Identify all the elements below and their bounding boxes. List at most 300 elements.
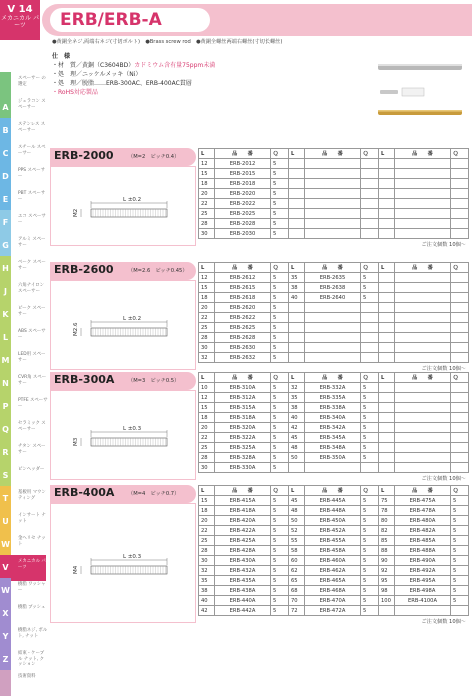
part-number-cell [395,273,451,283]
sidebar-item-label: アルミ スペーサー [18,237,46,248]
quantity-cell [361,189,379,199]
length-cell: 35 [199,576,215,586]
table-row [289,516,379,526]
table-row [289,179,379,189]
sidebar-item[interactable] [0,670,46,696]
table-row [289,596,379,606]
quantity-cell: 5 [271,463,289,473]
quantity-cell: 5 [271,586,289,596]
part-number-cell: ERB-480A [395,516,451,526]
table-row [289,303,379,313]
table-row [379,526,469,536]
quantity-cell: 5 [361,606,379,616]
part-number-cell [305,219,361,229]
quantity-cell [451,219,469,229]
table-row [199,283,289,293]
spec-plating: ・処 理／ニッケルメッキ（Ni） [52,71,142,78]
quantity-cell: 5 [271,596,289,606]
table-row [199,219,289,229]
length-cell: 52 [289,526,305,536]
quantity-cell: 5 [271,526,289,536]
table-row [199,496,289,506]
length-cell: 98 [379,586,395,596]
part-number-cell: ERB-490A [395,556,451,566]
length-cell: 18 [199,179,215,189]
feature-line: ●黄銅全ネジ,両端右ネジ(寸切ボルト) ●Brass screw rod ●黄銅全螺丝两端右螺丝(寸切长螺丝) [52,39,283,45]
quantity-cell: 5 [271,496,289,506]
length-cell [379,169,395,179]
table-row [199,526,289,536]
part-number-cell: ERB-2618 [215,293,271,303]
length-cell: 42 [289,423,305,433]
part-number-cell [395,333,451,343]
part-number-cell [395,353,451,363]
column-header: 品 番 [305,263,361,273]
part-number-cell: ERB-328A [215,453,271,463]
sidebar-item-label: 技術資料 [18,674,36,679]
table-row [379,199,469,209]
quantity-cell: 5 [271,606,289,616]
quantity-cell: 5 [361,506,379,516]
column-header: Ｑ [361,486,379,496]
quantity-cell: 5 [271,383,289,393]
table-row [289,199,379,209]
part-number-cell: ERB-435A [215,576,271,586]
quantity-cell: 5 [271,273,289,283]
sidebar-item-letter: C [0,141,11,167]
parts-table [378,148,469,239]
part-number-cell: ERB-340A [305,413,361,423]
sidebar-item-letter: Q [0,417,11,443]
table-row [199,303,289,313]
column-header: L [289,149,305,159]
table-row [289,443,379,453]
sidebar-item-label: スチール スペーサー [18,145,46,156]
quantity-cell [361,313,379,323]
table-row [199,189,289,199]
parts-table [198,148,289,239]
part-number-cell [305,209,361,219]
sidebar-item-letter: D [0,164,11,190]
part-number-cell: ERB-460A [305,556,361,566]
length-cell: 30 [199,556,215,566]
sidebar-item-label: インサート ナット [18,513,46,524]
table-row [289,273,379,283]
column-header: 品 番 [215,486,271,496]
part-number-cell [395,229,451,239]
length-cell: 22 [199,526,215,536]
quantity-cell: 5 [451,506,469,516]
table-row [199,393,289,403]
length-cell: 32 [289,383,305,393]
table-row [199,313,289,323]
part-number-cell: ERB-2030 [215,229,271,239]
table-row [289,496,379,506]
sidebar-item-letter: F [0,210,11,236]
length-cell [379,443,395,453]
quantity-cell: 5 [361,413,379,423]
length-cell: 15 [199,403,215,413]
section-pitch: （M=2.6 ピッチ0.45） [128,268,188,274]
table-row [289,353,379,363]
sidebar-item-label: 基板用 マウンティング [18,490,46,501]
sidebar-item-label: 六角ナイロン スペーサー [18,283,45,294]
part-number-cell: ERB-470A [305,596,361,606]
length-cell: 30 [199,229,215,239]
length-cell [379,313,395,323]
column-header: Ｑ [271,373,289,383]
part-number-cell: ERB-325A [215,443,271,453]
length-cell: 35 [289,393,305,403]
quantity-cell: 5 [271,353,289,363]
table-row [199,179,289,189]
quantity-cell: 5 [451,536,469,546]
order-note: ご注文個数 10個～ [421,619,466,625]
length-cell [289,323,305,333]
quantity-cell: 5 [271,506,289,516]
part-number-cell [395,199,451,209]
table-row [199,586,289,596]
part-number-cell [305,179,361,189]
length-cell: 38 [289,403,305,413]
table-row [289,293,379,303]
part-number-cell: ERB-2018 [215,179,271,189]
quantity-cell: 5 [361,576,379,586]
length-cell [379,423,395,433]
column-header: 品 番 [305,373,361,383]
page-badge [0,0,40,40]
sidebar-item-label: ステンレス スペーサー [18,122,46,133]
part-number-cell: ERB-345A [305,433,361,443]
quantity-cell [451,463,469,473]
quantity-cell: 5 [361,496,379,506]
table-row [379,393,469,403]
table-row [289,333,379,343]
part-number-cell: ERB-318A [215,413,271,423]
length-cell [289,313,305,323]
quantity-cell: 5 [271,453,289,463]
quantity-cell: 5 [361,516,379,526]
part-number-cell: ERB-478A [395,506,451,516]
part-number-cell: ERB-420A [215,516,271,526]
table-row [379,229,469,239]
length-cell: 60 [289,556,305,566]
column-header: 品 番 [215,149,271,159]
column-header: L [199,373,215,383]
length-cell [289,219,305,229]
quantity-cell [451,333,469,343]
column-header: 品 番 [395,263,451,273]
length-cell: 28 [199,219,215,229]
table-row [379,453,469,463]
table-row [289,433,379,443]
length-cell [379,273,395,283]
section-pitch: （M=3 ピッチ0.5） [128,378,180,384]
part-number-cell: ERB-422A [215,526,271,536]
quantity-cell: 5 [361,393,379,403]
part-number-cell: ERB-468A [305,586,361,596]
table-row [289,576,379,586]
product-section [50,372,472,490]
table-row [289,313,379,323]
quantity-cell [361,169,379,179]
part-number-cell [395,323,451,333]
quantity-cell: 5 [361,433,379,443]
part-number-cell: ERB-442A [215,606,271,616]
table-row [379,586,469,596]
column-header: 品 番 [395,373,451,383]
sidebar-item-letter: E [0,187,11,213]
length-cell: 90 [379,556,395,566]
sidebar-item-letter: W [0,532,11,558]
part-number-cell [305,303,361,313]
part-number-cell [395,169,451,179]
part-number-cell [395,393,451,403]
length-cell: 25 [199,443,215,453]
part-number-cell [395,159,451,169]
part-number-cell: ERB-428A [215,546,271,556]
part-number-cell: ERB-2022 [215,199,271,209]
quantity-cell: 5 [271,293,289,303]
sidebar-item-label: スペーサー の選定 [18,76,46,87]
table-row [199,199,289,209]
length-cell: 40 [289,413,305,423]
part-number-cell: ERB-2640 [305,293,361,303]
section-title [50,148,196,166]
part-number-cell: ERB-445A [305,496,361,506]
table-row [199,323,289,333]
length-cell [379,393,395,403]
part-number-cell [395,443,451,453]
part-number-cell: ERB-342A [305,423,361,433]
length-cell [289,169,305,179]
part-number-cell: ERB-482A [395,526,451,536]
length-cell [289,333,305,343]
column-header: 品 番 [395,149,451,159]
quantity-cell: 5 [361,566,379,576]
length-cell [289,159,305,169]
length-cell: 12 [199,159,215,169]
length-cell: 85 [379,536,395,546]
part-number-cell: ERB-488A [395,546,451,556]
quantity-cell [361,229,379,239]
table-row [289,536,379,546]
table-row [199,403,289,413]
length-cell: 80 [379,516,395,526]
quantity-cell: 5 [361,526,379,536]
quantity-cell: 5 [361,273,379,283]
part-number-cell: ERB-310A [215,383,271,393]
quantity-cell [451,353,469,363]
length-cell: 48 [289,506,305,516]
sidebar-item-label: CVR角 スペーサー [18,375,47,386]
sidebar-item-letter: R [0,440,11,466]
quantity-cell: 5 [271,199,289,209]
quantity-cell [451,209,469,219]
length-cell: 92 [379,566,395,576]
column-header: L [199,149,215,159]
part-number-cell [305,169,361,179]
spec-heading: 仕 様 [52,53,71,60]
quantity-cell: 5 [271,159,289,169]
section-name: ERB-2000 [54,149,114,162]
sidebar-item-label: 樹脂 ブッシュ [18,605,46,610]
length-cell [289,189,305,199]
order-note: ご注文個数 10個～ [421,476,466,482]
parts-table [288,372,379,473]
table-row [199,169,289,179]
length-cell: 28 [199,546,215,556]
length-cell [379,413,395,423]
table-row [379,596,469,606]
length-cell: 15 [199,169,215,179]
length-cell: 38 [199,586,215,596]
quantity-cell: 5 [271,433,289,443]
sidebar-item-label: 樹脂ネジ, ボルト, ナット [18,628,48,639]
quantity-cell: 5 [451,546,469,556]
part-number-cell: ERB-465A [305,576,361,586]
sidebar-item-label: ピーク スペーサー [18,306,46,317]
column-header: L [289,486,305,496]
part-number-cell: ERB-2628 [215,333,271,343]
parts-table [288,148,379,239]
rod-image-1 [378,64,462,70]
quantity-cell: 5 [451,526,469,536]
quantity-cell [451,323,469,333]
parts-table [378,372,469,473]
length-cell [289,209,305,219]
product-section [50,262,472,380]
sidebar-item-label: エコ スペーサー [18,214,46,225]
part-number-cell [305,333,361,343]
parts-table [378,262,469,363]
quantity-cell: 5 [271,566,289,576]
length-cell: 15 [199,283,215,293]
table-row [379,293,469,303]
column-header: Ｑ [271,486,289,496]
quantity-cell: 5 [361,443,379,453]
order-note: ご注文個数 10個～ [421,242,466,248]
table-row [199,463,289,473]
quantity-cell: 5 [271,189,289,199]
length-cell: 15 [199,496,215,506]
quantity-cell: 5 [271,516,289,526]
part-number-cell: ERB-348A [305,443,361,453]
length-cell [379,229,395,239]
table-row [289,169,379,179]
length-cell [379,433,395,443]
length-cell [379,606,395,616]
part-number-cell [305,199,361,209]
quantity-cell: 5 [361,283,379,293]
table-row [379,576,469,586]
table-row [379,463,469,473]
sidebar-item-letter: P [0,394,11,420]
sidebar-item-letter: N [0,371,11,397]
quantity-cell: 5 [361,423,379,433]
part-number-cell: ERB-430A [215,556,271,566]
table-row [289,383,379,393]
length-cell: 20 [199,303,215,313]
part-number-cell [395,423,451,433]
length-cell [379,179,395,189]
quantity-cell: 5 [361,596,379,606]
length-cell [379,343,395,353]
section-name: ERB-300A [54,373,115,386]
length-cell [379,403,395,413]
quantity-cell [451,393,469,403]
section-title [50,485,196,503]
rod-drawing [51,504,195,624]
length-cell [289,353,305,363]
part-number-cell [305,229,361,239]
table-row [289,566,379,576]
part-number-cell: ERB-485A [395,536,451,546]
quantity-cell [451,303,469,313]
part-number-cell: ERB-2015 [215,169,271,179]
column-header: L [199,263,215,273]
dimension-drawing [50,503,196,623]
quantity-cell [361,303,379,313]
quantity-cell: 5 [271,556,289,566]
length-cell [379,219,395,229]
length-cell [379,303,395,313]
part-number-cell: ERB-2020 [215,189,271,199]
part-number-cell: ERB-450A [305,516,361,526]
quantity-cell: 5 [361,383,379,393]
spec-material-note: カドミウム含有量75ppm未満 [134,62,216,69]
table-row [199,516,289,526]
table-row [199,556,289,566]
length-cell [289,229,305,239]
table-row [199,293,289,303]
column-header: 品 番 [215,373,271,383]
length-cell: 12 [199,393,215,403]
part-number-cell: ERB-458A [305,546,361,556]
length-cell: 50 [289,453,305,463]
quantity-cell [361,333,379,343]
part-number-cell: ERB-455A [305,536,361,546]
part-number-cell: ERB-452A [305,526,361,536]
quantity-cell: 5 [451,556,469,566]
sidebar-item-letter: T [0,486,11,512]
quantity-cell [451,606,469,616]
title-bar [42,4,472,36]
table-row [199,506,289,516]
part-number-cell: ERB-312A [215,393,271,403]
sidebar-item-label: チタン スペーサー [18,444,46,455]
part-number-cell [395,313,451,323]
sidebar-item-letter: A [0,95,11,121]
sidebar-item-label: セラミック スペーサー [18,421,46,432]
part-number-cell: ERB-2630 [215,343,271,353]
length-cell [379,333,395,343]
part-number-cell [395,283,451,293]
table-row [289,546,379,556]
quantity-cell: 5 [271,219,289,229]
table-row [289,506,379,516]
part-number-cell: ERB-315A [215,403,271,413]
rod-drawing [51,391,195,481]
table-row [379,606,469,616]
table-row [289,526,379,536]
length-cell: 25 [199,323,215,333]
length-label: L ±0.3 [123,426,142,432]
part-number-cell [395,303,451,313]
sidebar-item-letter: L [0,325,11,351]
quantity-cell [451,159,469,169]
table-row [199,353,289,363]
